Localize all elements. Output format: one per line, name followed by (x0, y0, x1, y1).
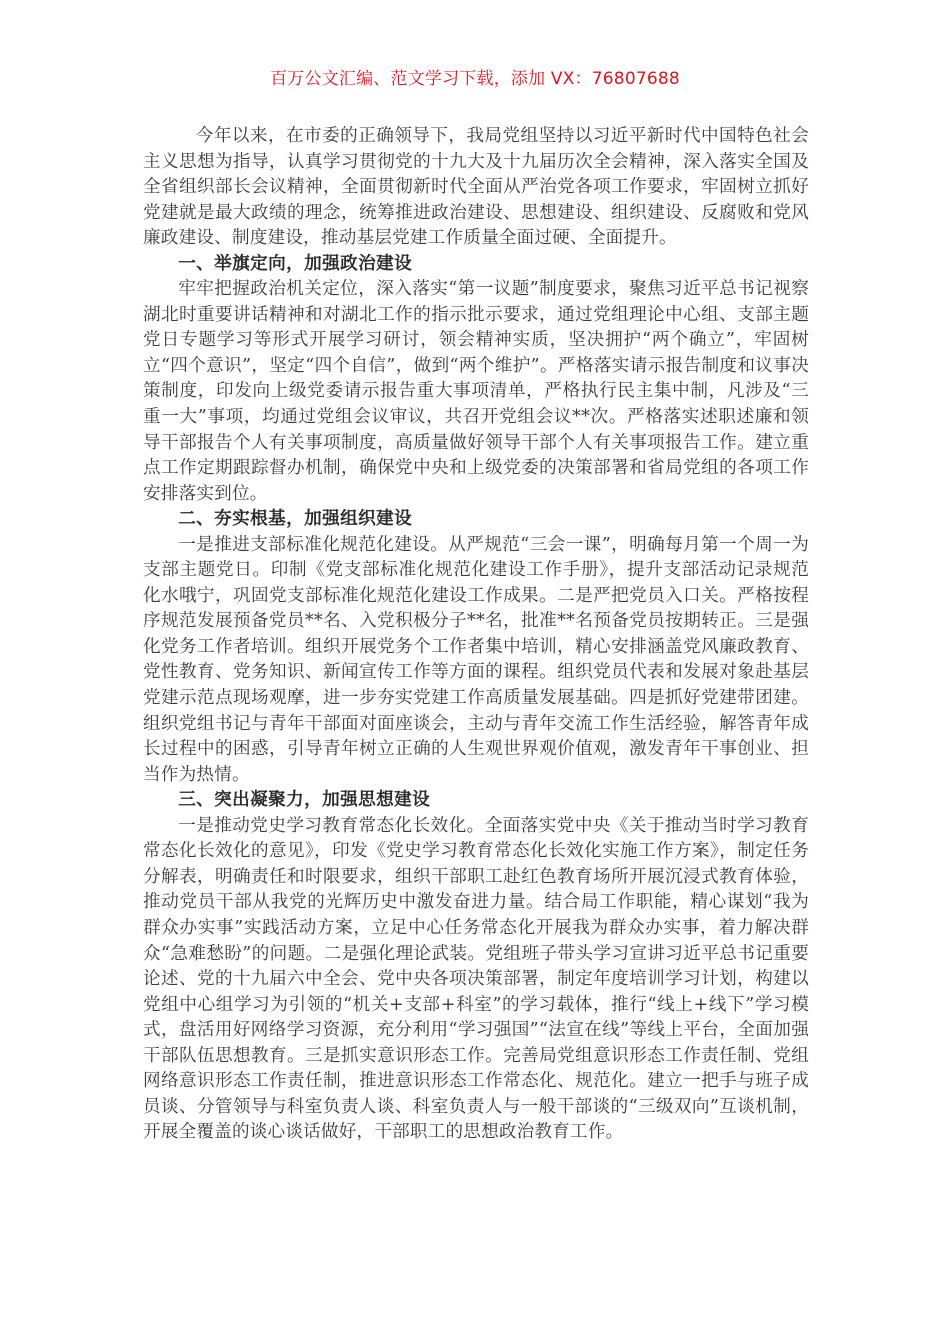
section-paragraph: 一是推进支部标准化规范化建设。从严规范“三会一课”，明确每月第一个周一为支部主题党日。印制《党支部标准化规范化建设工作手册》，提升支部活动记录规范化水哦宁，巩固党支部标准化规范化建设工作成果。二是严把党员入口关。严格按程序规范发展预备党员**名、入党积极分子**名，批准**名预备党员按期转正。三是强化党务工作者培训。组织开展党务个工作者集中培训，精心安排涵盖党风廉政教育、党性教育、党务知识、新闻宣传工作等方面的课程。组织党员代表和发展对象赴基层党建示范点现场观摩，进一步夯实党建工作高质量发展基础。四是抓好党建带团建。组织党组书记与青年干部面对面座谈会，主动与青年交流工作生活经验，解答青年成长过程中的困惑，引导青年树立正确的人生观世界观价值观，激发青年干事创业、担当作为热情。 (143, 534, 809, 785)
section-paragraph: 一是推动党史学习教育常态化长效化。全面落实党中央《关于推动当时学习教育常态化长效化的意见》，印发《党史学习教育常态化长效化实施工作方案》，制定任务分解表，明确责任和时限要求，组织干部职工赴红色教育场所开展沉浸式教育体验，推动党员干部从我党的光辉历史中激发奋进力量。结合局工作职能，精心谋划“我为群众办实事”实践活动方案，立足中心任务常态化开展我为群众办实事，着力解决群众“急难愁盼”的问题。二是强化理论武装。党组班子带头学习宣讲习近平总书记重要论述、党的十九届六中全会、党中央各项决策部署，制定年度培训学习计划，构建以党组中心组学习为引领的“机关+支部+科室”的学习载体，推行“线上+线下”学习模式，盘活用好网络学习资源，充分利用“学习强国”“法宣在线”等线上平台，全面加强干部队伍思想教育。三是抓实意识形态工作。完善局党组意识形态工作责任制、党组网络意识形态工作责任制，推进意识形态工作常态化、规范化。建立一把手与班子成员谈、分管领导与科室负责人谈、科室负责人与一般干部谈的“三级双向”互谈机制，开展全覆盖的谈心谈话做好，干部职工的思想政治教育工作。 (143, 815, 809, 1143)
section-heading-political: 一、举旗定向，加强政治建设 (178, 253, 413, 274)
section-paragraph: 牢牢把握政治机关定位，深入落实“第一议题”制度要求，聚焦习近平总书记视察湖北时重要讲话精神和对湖北工作的指示批示要求，通过党组理论中心组、支部主题党日专题学习等形式开展学习研讨，领会精神实质，坚决拥护“两个确立”，牢固树立“四个意识”，坚定“四个自信”，做到“两个维护”。严格落实请示报告制度和议事决策制度，印发向上级党委请示报告重大事项清单，严格执行民主集中制，凡涉及“三重一大”事项，均通过党组会议审议，共召开党组会议**次。严格落实述职述廉和领导干部报告个人有关事项制度，高质量做好领导干部个人有关事项报告工作。建立重点工作定期跟踪督办机制，确保党中央和上级党委的决策部署和省局党组的各项工作安排落实到位。 (143, 279, 809, 504)
section-heading-organization: 二、夯实根基，加强组织建设 (178, 509, 413, 530)
document-body (143, 124, 809, 1146)
watermark-banner: 百万公文汇编、范文学习下载，添加 VX：76807688 (270, 69, 680, 89)
intro-paragraph: 今年以来，在市委的正确领导下，我局党组坚持以习近平新时代中国特色社会主义思想为指导，认真学习贯彻党的十九大及十九届历次全会精神，深入落实全国及全省组织部长会议精神，全面贯彻新时代全面从严治党各项工作要求，牢固树立抓好党建就是最大政绩的理念，统筹推进政治建设、思想建设、组织建设、反腐败和党风廉政建设、制度建设，推动基层党建工作质量全面过硬、全面提升。 (143, 126, 809, 249)
section-heading-ideology: 三、突出凝聚力，加强思想建设 (178, 790, 431, 811)
